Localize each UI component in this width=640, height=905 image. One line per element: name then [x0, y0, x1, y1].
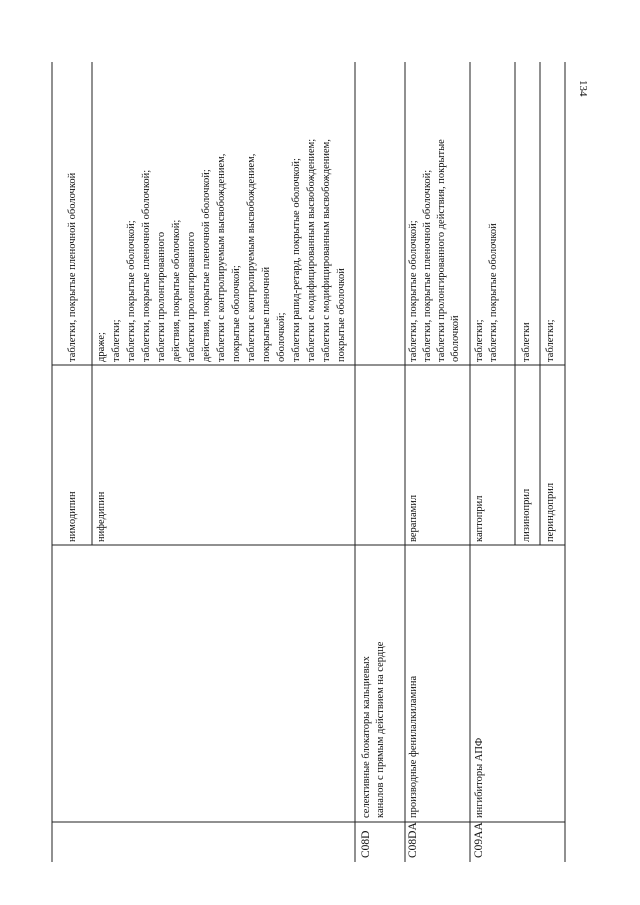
dosage-form: таблетки, покрытые пленочной оболочкой;	[141, 169, 152, 362]
dosage-form: таблетки с модифицированным высвобождением;	[306, 138, 317, 362]
row-lisinopril	[521, 322, 532, 542]
dosage-form: таблетки с контролируемым высвобождением,	[246, 153, 257, 362]
dosage-form: таблетки, покрытые оболочкой	[488, 223, 499, 362]
group-name: производные фенилалкиламина	[408, 675, 419, 818]
dosage-form: таблетки пролонгированного	[156, 231, 167, 362]
drug-name: каптоприл	[474, 495, 485, 542]
dosage-form: таблетки;	[545, 319, 556, 362]
dosage-form: таблетки, покрытые пленочной оболочкой	[67, 172, 78, 362]
dosage-form: таблетки, покрытые оболочкой;	[408, 220, 419, 362]
dosage-form: действия, покрытые пленочной оболочкой;	[201, 169, 212, 362]
row-c08da	[407, 139, 461, 858]
dosage-form: драже;	[96, 332, 107, 362]
dosage-form: таблетки;	[474, 319, 485, 362]
dosage-form: покрытые пленочной	[261, 266, 272, 362]
atc-code: C08DA	[407, 822, 419, 858]
group-name: селективные блокаторы кальциевых	[361, 656, 372, 818]
dosage-form: покрытые оболочкой;	[231, 265, 242, 362]
dosage-form: действия, покрытые оболочкой;	[171, 219, 182, 362]
group-name: ингибиторы АПФ	[474, 737, 485, 818]
page-number: 134	[577, 80, 589, 97]
dosage-form: таблетки, покрытые пленочной оболочкой;	[422, 169, 433, 362]
row-nifedipine	[96, 139, 347, 542]
dosage-form: оболочкой;	[276, 312, 287, 362]
group-name: каналов с прямым действием на сердце	[375, 641, 386, 818]
dosage-form: покрытые оболочкой	[336, 268, 347, 362]
row-perindopril	[545, 319, 556, 542]
dosage-form: таблетки	[521, 322, 532, 362]
dosage-form: таблетки пролонгированного действия, покрытые	[436, 139, 447, 362]
dosage-form: таблетки рапид-ретард, покрытые оболочкой;	[291, 158, 302, 362]
drug-name: нимодипин	[67, 491, 78, 542]
atc-code: C09AA	[473, 822, 485, 858]
drug-name: периндоприл	[545, 482, 556, 542]
drug-name: лизиноприл	[521, 488, 532, 542]
drug-name: нифедипин	[96, 491, 107, 542]
row-c08d	[360, 641, 386, 858]
row-nimodipine	[67, 172, 78, 542]
dosage-form: таблетки с контролируемым высвобождением,	[216, 153, 227, 362]
drug-name: верапамил	[408, 494, 419, 542]
atc-code: C08D	[360, 830, 372, 858]
dosage-form: таблетки пролонгированного	[186, 231, 197, 362]
row-c09aa	[473, 223, 499, 858]
dosage-form: таблетки, покрытые оболочкой;	[126, 220, 137, 362]
dosage-form: таблетки с модифицированным высвобождением,	[321, 139, 332, 362]
dosage-form: оболочкой	[450, 315, 461, 362]
dosage-form: таблетки;	[111, 319, 122, 362]
